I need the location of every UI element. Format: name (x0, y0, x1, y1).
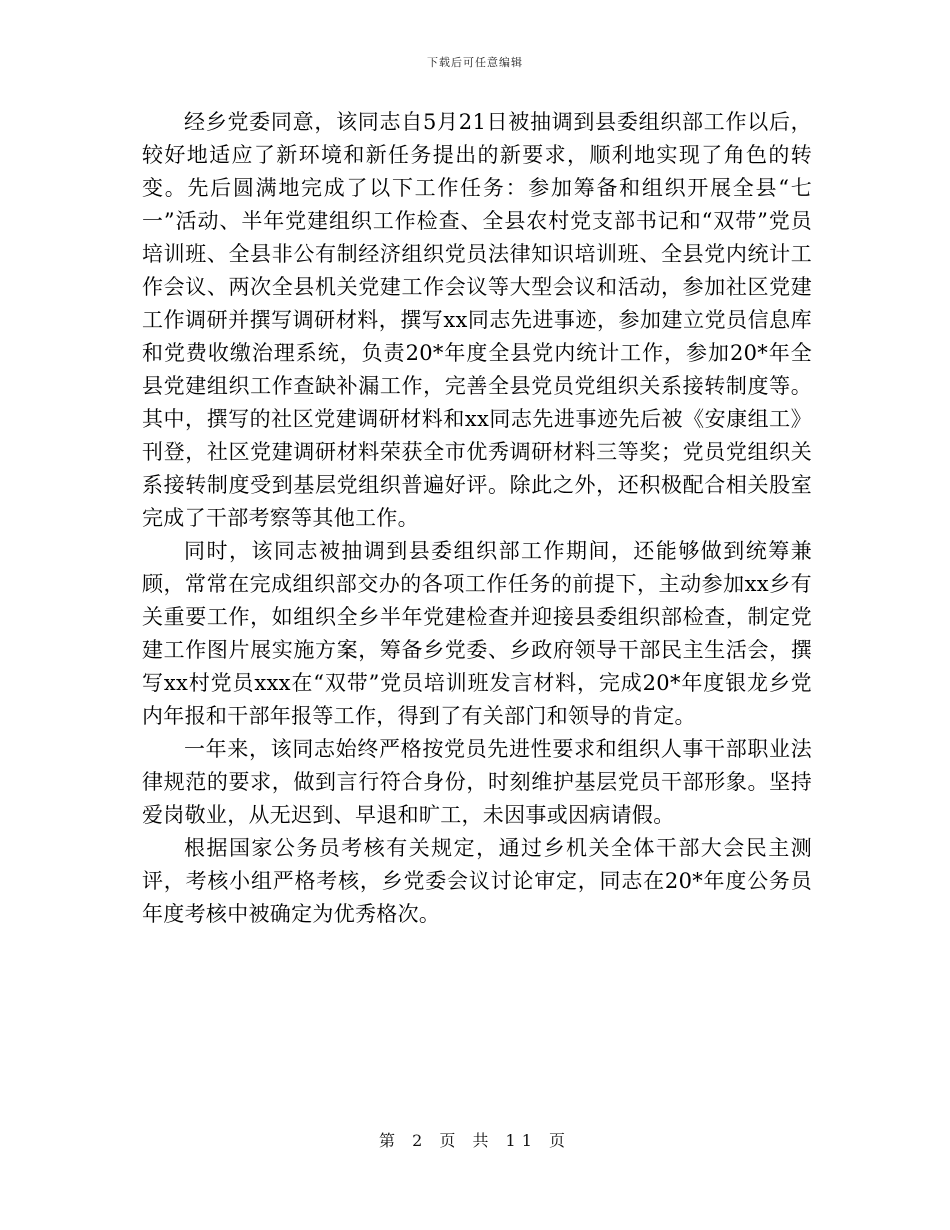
header-note: 下载后可任意编辑 (427, 56, 523, 69)
document-body (142, 106, 812, 931)
paragraph-secondment-work: 经乡党委同意，该同志自5月21日被抽调到县委组织部工作以后，较好地适应了新环境和新任务提出的新要求，顺利地实现了角色的转变。先后圆满地完成了以下工作任务：参加筹备和组织开展全县“七一”活动、半年党建组织工作检查、全县农村党支部书记和“双带”党员培训班、全县非公有制经济组织党员法律知识培训班、全县党内统计工作会议、两次全县机关党建工作会议等大型会议和活动，参加社区党建工作调研并撰写调研材料，撰写xx同志先进事迹，参加建立党员信息库和党费收缴治理系统，负责20*年度全县党内统计工作，参加20*年全县党建组织工作查缺补漏工作，完善全县党员党组织关系接转制度等。其中，撰写的社区党建调研材料和xx同志先进事迹先后被《安康组工》刊登，社区党建调研材料荣获全市优秀调研材料三等奖；党员党组织关系接转制度受到基层党组织普遍好评。除此之外，还积极配合相关股室完成了干部考察等其他工作。 (142, 110, 812, 530)
paragraph-conduct: 一年来，该同志始终严格按党员先进性要求和组织人事干部职业法律规范的要求，做到言行符合身份，时刻维护基层党员干部形象。坚持爱岗敬业，从无迟到、早退和旷工，未因事或因病请假。 (142, 737, 812, 827)
paragraph-assessment-result: 根据国家公务员考核有关规定，通过乡机关全体干部大会民主测评，考核小组严格考核，乡党委会议讨论审定，同志在20*年度公务员年度考核中被确定为优秀格次。 (142, 836, 812, 926)
paragraph-township-work: 同时，该同志被抽调到县委组织部工作期间，还能够做到统筹兼顾，常常在完成组织部交办的各项工作任务的前提下，主动参加xx乡有关重要工作，如组织全乡半年党建检查并迎接县委组织部检查，制定党建工作图片展实施方案，筹备乡党委、乡政府领导干部民主生活会，撰写xx村党员xxx在“双带”党员培训班发言材料，完成20*年度银龙乡党内年报和干部年报等工作，得到了有关部门和领导的肯定。 (142, 539, 812, 728)
page-number: 第 2 页 共 11 页 (379, 1131, 571, 1150)
